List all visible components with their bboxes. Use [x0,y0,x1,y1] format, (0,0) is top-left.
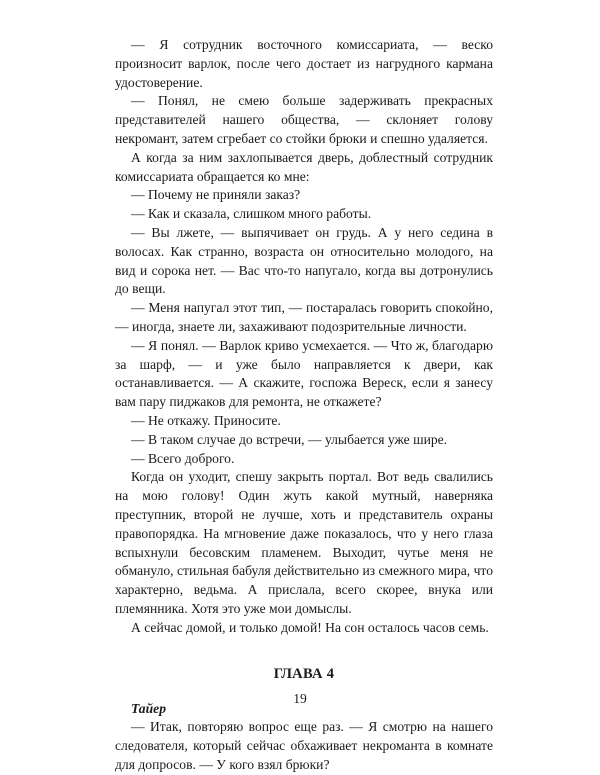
chapter-title: ГЛАВА 4 [273,665,335,682]
book-page [115,36,493,775]
paragraph: Когда он уходит, спешу закрыть портал. Вот ведь свалились на мою голову! Один жуть какой мутный, наверняка преступник, второй не лучше, хоть и представитель охраны правопорядка. На мгновение даже показалось, что у него глаза вспыхнули бесовским пламенем. Выходит, чутье меня не обмануло, стильная бабуля действительно из смежного мира, что характерно, ведьма. А прислала, всего скорее, внука или племянника. Хотя это уже мои домыслы. [115,469,493,616]
chapter-pov-heading: Тайер [131,700,166,716]
paragraph: — Понял, не смею больше задерживать прекрасных представителей нашего общества, — склоняет голову некромант, затем сгребает со стойки брюки и спешно удаляется. [115,93,493,146]
paragraph: А сейчас домой, и только домой! На сон осталось часов семь. [131,619,489,635]
paragraph: — Не откажу. Приносите. [131,412,281,428]
paragraph: — Всего доброго. [131,450,235,466]
paragraph: — Вы лжете, — выпячивает он грудь. А у него седина в волосах. Как странно, возраста он относительно молодого, на вид и сорока нет. — Вас что-то напугало, когда вы дотронулись до вещи. [115,224,493,297]
paragraph: — Я сотрудник восточного комиссариата, — веско произносит варлок, после чего достает из нагрудного кармана удостоверение. [115,37,493,90]
paragraph: — Как и сказала, слишком много работы. [131,206,372,222]
paragraph: — В таком случае до встречи, — улыбается уже шире. [131,431,448,447]
paragraph: — Я понял. — Варлок криво усмехается. — Что ж, благодарю за шарф, — и уже было направляется к двери, как останавливается. — А скажите, госпожа Вереск, если я занесу вам пару пиджаков для ремонта, не откажете? [115,337,493,410]
paragraph: — Почему не приняли заказ? [131,187,301,203]
paragraph: — Итак, повторяю вопрос еще раз. — Я смотрю на нашего следователя, который сейчас обхаживает некроманта в комнате для допросов. — У кого взял брюки? [115,719,493,772]
paragraph: — Меня напугал этот тип, — постаралась говорить спокойно, — иногда, знаете ли, захаживают подозрительные личности. [115,300,493,334]
page-number: 19 [293,691,307,706]
paragraph: А когда за ним захлопывается дверь, доблестный сотрудник комиссариата обращается ко мне: [115,149,493,184]
